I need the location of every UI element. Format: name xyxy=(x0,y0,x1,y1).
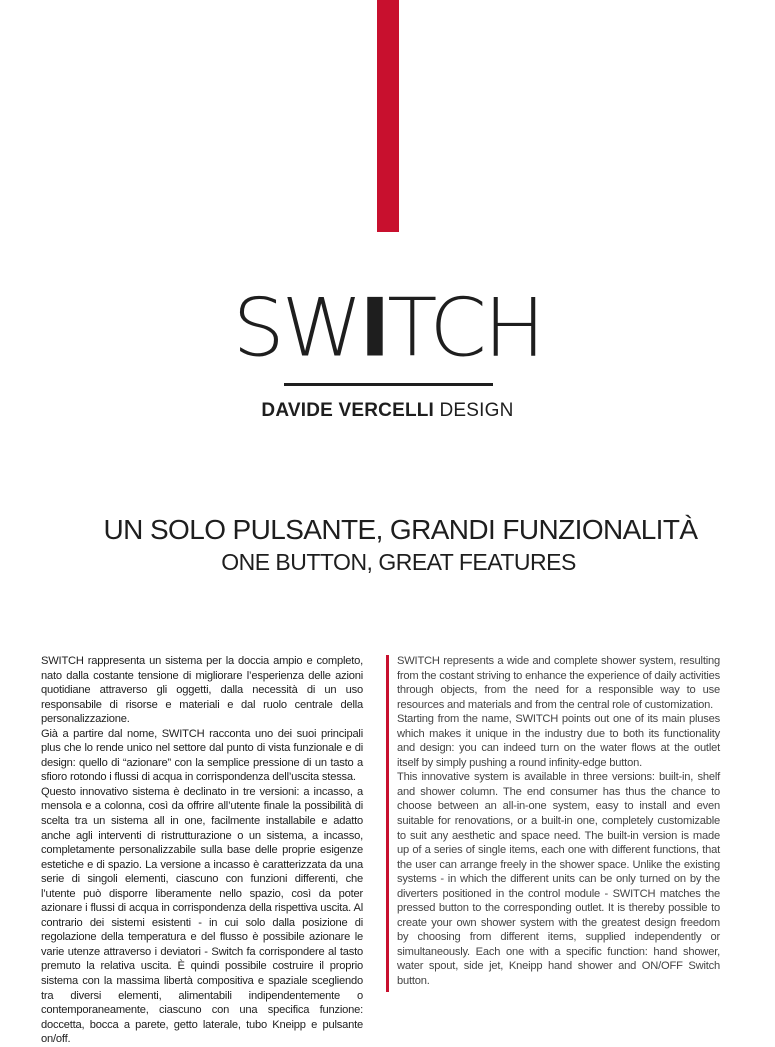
switch-logo xyxy=(0,281,775,376)
logo-part-i: I xyxy=(359,281,388,376)
english-text-column xyxy=(397,654,720,989)
english-paragraph-3: This innovative system is available in three versions: built-in, shelf and shower column. The end consumer has thus the chance to choose between an all-in-one system, easy to install and even suitable for renovations, or a built-in one, completely customizable to suit any aesthetic and space need. The built-in version is made up of a series of single items, each one with different functions, that the user can arrange freely in the shower space. Unlike the existing systems - in which the different units can be only turned on by the diverters positioned in the control module - SWITCH matches the pressed button to the corresponding outlet. It is thereby possible to create your own shower system with the greatest design freedom by choosing from different items, supplied independently or simultaneously. Each one with a specific function: hand shower, water spout, side jet, Kneipp hand shower and ON/OFF Switch button. xyxy=(397,771,720,988)
headline-italian: UN SOLO PULSANTE, GRANDI FUNZIONALITÀ xyxy=(103,514,698,545)
designer-credit xyxy=(0,400,775,422)
designer-name: DAVIDE VERCELLI xyxy=(261,400,435,421)
headline-english: ONE BUTTON, GREAT FEATURES xyxy=(221,549,576,575)
italian-paragraph-2: Già a partire dal nome, SWITCH racconta uno dei suoi principali plus che lo rende unico nel settore dal punto di vista funzionale e di design: quello di “azionare” con la semplice pressione di un tasto a sfioro rotondo i flussi di acqua in corrispondenza dell’uscita stessa. xyxy=(41,727,363,784)
logo-underline xyxy=(284,383,493,386)
italian-text-column xyxy=(41,654,363,1047)
english-paragraph-2: Starting from the name, SWITCH points out one of its main pluses which makes it unique in the industry due to both its functionality and design: you can indeed turn on the water flows at the outlet itself by simply pushing a round infinity-edge button. xyxy=(397,713,720,769)
english-paragraph-1: SWITCH represents a wide and complete shower system, resulting from the costant striving to enhance the experience of daily activities through objects, from the need for a responsible way to use resources and materials and from the central role of customization. xyxy=(397,655,720,711)
italian-paragraph-1: SWITCH rappresenta un sistema per la doccia ampio e completo, nato dalla costante tensione di migliorare l’esperienza delle azioni quotidiane attraverso gli oggetti, dalla necessità di un uso responsabile di risorse e materiali e dal ruolo centrale della personalizzazione. xyxy=(41,655,363,726)
logo-part-tch: TCH xyxy=(387,281,543,376)
column-divider xyxy=(386,655,389,992)
italian-paragraph-3: Questo innovativo sistema è declinato in tre versioni: a incasso, a mensola e a colonna, così da offrire all’utente finale la possibilità di scelta tra un sistema all in one, facilmente installabile e adatto anche agli interventi di ristrutturazione o un sistema, a incasso, completamente personalizzabile sulla base delle proprie esigenze estetiche e di spazio. La versione a incasso è caratterizzata da una serie di singoli elementi, ciascuno con funzioni differenti, che l’utente può disporre liberamente nello spazio, così da poter azionare i flussi di acqua in corrispondenza della rispettiva uscita. Al contrario dei sistemi esistenti - in cui solo dalla posizione di regolazione della temperatura e del flusso è possibile azionare le varie utenze attraverso i deviatori - Switch fa corrispondere al tasto premuto la relativa uscita. È quindi possibile costruire il proprio sistema con la massima libertà compositiva e spaziale scegliendo tra diversi elementi, alimentabili indipendentemente o contemporaneamente, ciascuno con una specifica funzione: doccetta, bocca a parete, getto laterale, tubo Kneipp e pulsante on/off. xyxy=(41,785,363,1046)
logo-part-sw: SW xyxy=(232,281,360,376)
designer-suffix: DESIGN xyxy=(434,400,514,421)
top-accent-bar xyxy=(377,0,399,232)
